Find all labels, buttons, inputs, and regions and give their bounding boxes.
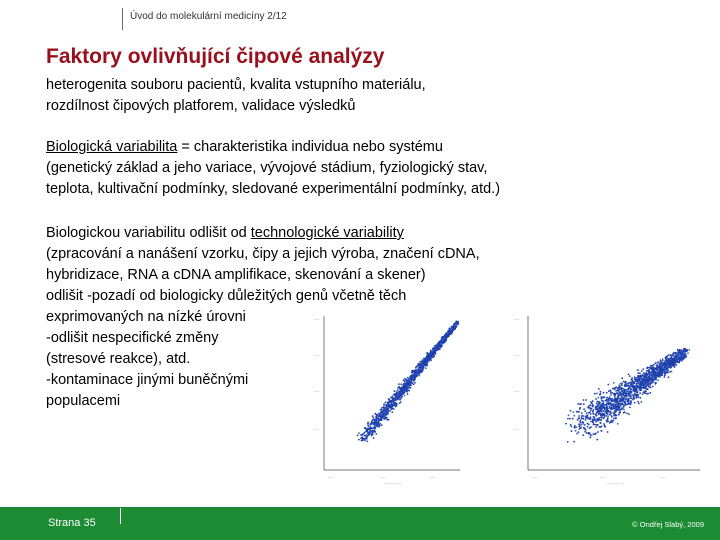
bio-definition: = charakteristika individua nebo systému: [177, 139, 443, 155]
header-divider: [122, 8, 123, 30]
tech-line: (stresové reakce), atd.: [46, 351, 191, 367]
svg-text:....: ....: [314, 426, 320, 432]
svg-text:....: ....: [600, 474, 606, 480]
tech-term: technologické variability: [250, 225, 404, 241]
slide-header: Úvod do molekulární medicíny 2/12: [130, 11, 287, 22]
bio-term: Biologická variabilita: [46, 139, 178, 155]
svg-text:.............: .............: [606, 480, 625, 486]
svg-text:....: ....: [430, 474, 436, 480]
bio-first-line: [46, 137, 500, 158]
svg-text:....: ....: [532, 474, 538, 480]
tech-line: -odlišit nespecifické změny: [46, 330, 219, 346]
svg-text:....: ....: [514, 352, 520, 358]
svg-text:....: ....: [314, 352, 320, 358]
tech-line: exprimovaných na nízké úrovni: [46, 309, 246, 325]
page-number: Strana 35: [48, 517, 96, 529]
footer-divider: [120, 508, 121, 524]
tech-line: -kontaminace jinými buněčnými: [46, 372, 249, 388]
tech-line: hybridizace, RNA a cDNA amplifikace, skenování a skener): [46, 267, 426, 283]
bio-line: teplota, kultivační podmínky, sledované experimentální podmínky, atd.): [46, 181, 501, 197]
svg-text:....: ....: [514, 388, 520, 394]
slide-title: Faktory ovlivňující čipové analýzy: [46, 45, 385, 68]
point-cloud-left: [357, 320, 460, 442]
svg-text:....: ....: [314, 316, 320, 322]
point-cloud-right: [565, 348, 690, 443]
tech-first-line: [46, 223, 480, 244]
intro-line: heterogenita souboru pacientů, kvalita vstupního materiálu,: [46, 77, 426, 93]
svg-text:....: ....: [380, 474, 386, 480]
tech-line: odlišit -pozadí od biologicky důležitých genů včetně těch: [46, 288, 407, 304]
tech-lead: Biologickou variabilitu odlišit od: [46, 225, 251, 241]
svg-text:.............: .............: [384, 480, 403, 486]
svg-text:....: ....: [660, 474, 666, 480]
copyright: © Ondřej Slabý, 2009: [632, 520, 704, 529]
intro-paragraph: [46, 75, 426, 117]
tech-line: populacemi: [46, 393, 121, 409]
svg-text:....: ....: [514, 316, 520, 322]
footer-bar: [0, 507, 720, 540]
svg-text:....: ....: [328, 474, 334, 480]
bio-line: (genetický základ a jeho variace, vývojové stádium, fyziologický stav,: [46, 160, 488, 176]
scatter-plot-left: [314, 316, 460, 486]
svg-text:....: ....: [314, 388, 320, 394]
scatter-plot-right: [514, 316, 700, 486]
scatter-plots-image: [300, 312, 712, 490]
svg-text:....: ....: [514, 426, 520, 432]
tech-line: (zpracování a nanášení vzorku, čipy a jejich výroba, značení cDNA,: [46, 246, 480, 262]
biological-variability-paragraph: [46, 137, 500, 200]
intro-line: rozdílnost čipových platforem, validace výsledků: [46, 98, 356, 114]
